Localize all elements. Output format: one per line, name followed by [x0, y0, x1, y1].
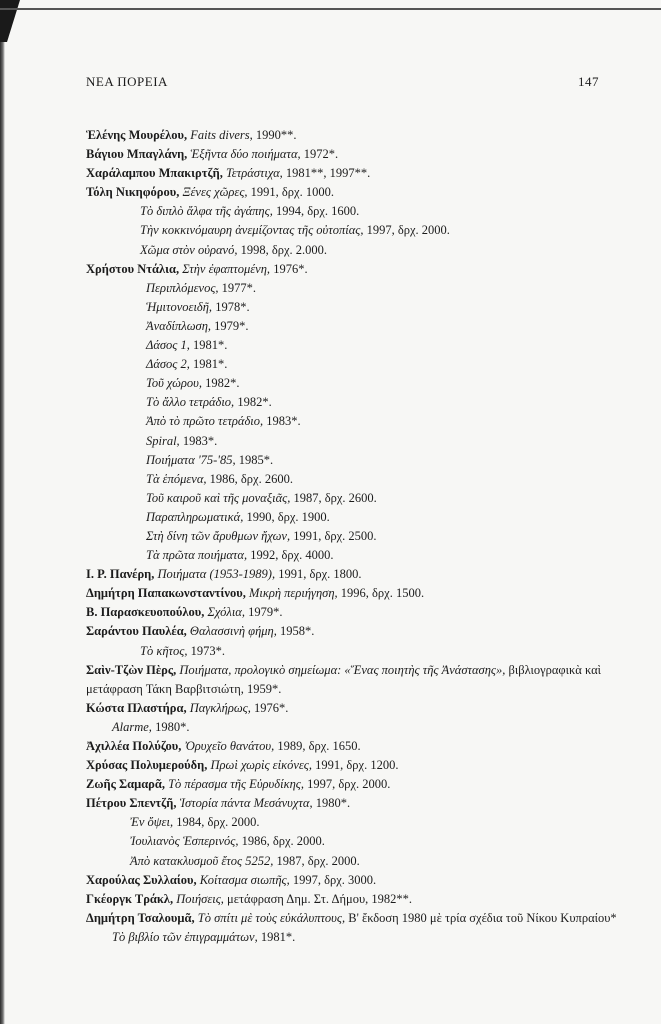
entry-details: 1991, δρχ. 1800. — [278, 567, 362, 582]
entry-title: Ἀπὸ κατακλυσμοῦ ἔτος 5252, — [130, 853, 274, 868]
entry-author: Χαρούλας Συλλαίου, — [86, 872, 197, 887]
list-item — [86, 718, 626, 737]
entry-details: μετάφραση Δημ. Στ. Δήμου, 1982**. — [227, 891, 413, 906]
entry-details: 1991, δρχ. 1000. — [250, 185, 334, 200]
entry-title: Μικρὴ περιήγηση, — [248, 586, 338, 601]
list-item — [86, 775, 626, 794]
entry-title: Ἰουλιανὸς Ἑσπερινός, — [130, 834, 239, 849]
list-item — [86, 317, 626, 336]
list-item — [86, 661, 626, 699]
list-item — [86, 508, 626, 527]
entry-details: 1991, δρχ. 1200. — [315, 758, 399, 773]
entry-author: Πέτρου Σπεντζῆ, — [86, 796, 177, 811]
list-item — [86, 489, 626, 508]
list-item — [86, 183, 626, 202]
list-item — [86, 603, 626, 622]
entry-details: 1977*. — [221, 280, 257, 295]
entry-details: 1979*. — [248, 605, 283, 620]
list-item — [86, 164, 626, 183]
entry-details: 1990, δρχ. 1900. — [246, 509, 330, 524]
list-item — [86, 145, 626, 164]
list-item — [86, 565, 626, 584]
entry-details: 1981*. — [193, 357, 228, 372]
entry-title: Τὸ ἄλλο τετράδιο, — [146, 395, 235, 410]
list-item — [86, 355, 626, 374]
entry-title: Ποιήματα (1953-1989), — [157, 567, 276, 582]
list-item — [86, 470, 626, 489]
entry-author: Βάγιου Μπαγλάνη, — [86, 147, 188, 162]
entry-author: Χαράλαμπου Μπακιρτζῆ, — [86, 166, 223, 181]
entry-title: Πρωὶ χωρὶς εἰκόνες, — [210, 758, 313, 773]
entry-title: Ποιήσεις, — [176, 891, 224, 906]
entry-author: Ἑλένης Μουρέλου, — [86, 128, 188, 142]
bibliography-list — [86, 126, 626, 947]
entry-author: Χρύσας Πολυμερούδη, — [86, 758, 208, 773]
running-title: ΝΕΑ ΠΟΡΕΙΑ — [86, 74, 168, 89]
entry-title: Δάσος 2, — [146, 357, 190, 372]
list-item — [86, 126, 626, 145]
scan-top-rule — [0, 8, 661, 10]
entry-details: 1998, δρχ. 2.000. — [240, 242, 328, 257]
entry-details: 1987, δρχ. 2600. — [293, 490, 377, 505]
list-item — [86, 909, 626, 928]
list-item — [86, 260, 626, 279]
entry-details: 1981**, 1997**. — [285, 166, 371, 181]
entry-details: 1982*. — [205, 376, 240, 391]
entry-details: 1989, δρχ. 1650. — [277, 739, 361, 753]
entry-details: 1986, δρχ. 2000. — [241, 834, 325, 849]
list-item — [86, 412, 626, 431]
entry-details: 1984, δρχ. 2000. — [176, 815, 260, 830]
list-item — [86, 279, 626, 298]
list-item — [86, 642, 626, 661]
entry-details: 1983*. — [182, 433, 218, 448]
entry-title: Στὴν ἐφαπτομένη, — [182, 261, 271, 276]
entry-title: Τετράστιχα, — [225, 166, 283, 181]
entry-title: Τὰ ἑπόμενα, — [146, 471, 207, 486]
list-item — [86, 928, 626, 947]
list-item — [86, 202, 626, 221]
entry-title: Ἀπὸ τὸ πρῶτο τετράδιο, — [146, 414, 264, 429]
entry-title: Τὸ σπίτι μὲ τοὺς εὐκάλυπτους, — [197, 910, 346, 925]
entry-title: Τὸ διπλὸ ἄλφα τῆς ἀγάπης, — [140, 204, 273, 219]
list-item — [86, 336, 626, 355]
entry-title: Ὀρυχεῖο θανάτου, — [184, 739, 275, 753]
entry-title: Ἑξῆντα δύο ποιήματα, — [190, 147, 301, 162]
list-item — [86, 546, 626, 565]
entry-title: Ἀναδίπλωση, — [146, 318, 212, 333]
entry-title: Τοῦ καιροῦ καὶ τῆς μοναξιᾶς, — [146, 490, 291, 505]
list-item — [86, 584, 626, 603]
entry-title: Παραπληρωματικά, — [146, 509, 244, 524]
running-head — [86, 74, 611, 94]
list-item — [86, 699, 626, 718]
entry-title: Τὰ πρῶτα ποιήματα, — [146, 548, 248, 563]
entry-title: Ἐν ὄψει, — [130, 815, 174, 830]
list-item — [86, 832, 626, 851]
entry-author: Ι. Ρ. Πανέρη, — [86, 567, 155, 582]
list-item — [86, 527, 626, 546]
list-item — [86, 451, 626, 470]
entry-details: 1981*. — [193, 338, 228, 353]
entry-title: Στὴ δίνη τῶν ἄρυθμων ἤχων, — [146, 528, 291, 543]
entry-details: βιβλιογραφικὰ καὶ μετάφραση Τάκη Βαρβιτσιώτη, 1959*. — [86, 662, 602, 696]
entry-author: Τόλη Νικηφόρου, — [86, 185, 180, 200]
entry-title: Τοῦ χώρου, — [146, 376, 202, 391]
entry-details: 1973*. — [190, 643, 225, 658]
list-item — [86, 241, 626, 260]
entry-details: 1992, δρχ. 4000. — [250, 548, 334, 563]
entry-details: 1982*. — [237, 395, 272, 410]
scan-corner-mark — [0, 0, 20, 42]
entry-details: 1996, δρχ. 1500. — [340, 586, 425, 601]
entry-title: Ποιήματα '75-'85, — [146, 452, 236, 467]
list-item — [86, 890, 626, 909]
entry-details: 1985*. — [238, 452, 274, 467]
entry-details: 1997, δρχ. 3000. — [292, 872, 377, 887]
list-item — [86, 622, 626, 641]
entry-details: 1997, δρχ. 2000. — [307, 777, 391, 792]
entry-details: 1981*. — [260, 929, 296, 944]
entry-title: Κοίτασμα σιωπῆς, — [199, 872, 290, 887]
entry-details: 1986, δρχ. 2600. — [209, 471, 293, 486]
entry-title: Ξένες χῶρες, — [182, 185, 248, 200]
entry-title: Τὴν κοκκινόμαυρη ἀνεμίζοντας τῆς οὐτοπίας, — [140, 223, 364, 238]
entry-details: 1980*. — [315, 796, 351, 811]
entry-author: Ζωῆς Σαμαρᾶ, — [86, 777, 165, 792]
entry-details: 1987, δρχ. 2000. — [276, 853, 360, 868]
entry-details: 1972*. — [303, 147, 339, 162]
entry-title: Θαλασσινὴ φήμη, — [189, 624, 277, 639]
entry-title: Ποιήματα, προλογικὸ σημείωμα: «Ἕνας ποιητὴς τῆς Ἀνάστασης», — [179, 662, 506, 677]
entry-author: Γκέοργκ Τράκλ, — [86, 891, 174, 906]
entry-author: Σαράντου Παυλέα, — [86, 624, 187, 639]
list-item — [86, 432, 626, 451]
list-item — [86, 852, 626, 871]
entry-details: 1978*. — [215, 299, 250, 314]
entry-author: Β. Παρασκευοπούλου, — [86, 605, 205, 620]
list-item — [86, 737, 626, 756]
entry-details: 1976*. — [253, 700, 289, 715]
list-item — [86, 298, 626, 317]
entry-title: Spiral, — [146, 433, 180, 448]
entry-author: Χρήστου Ντάλια, — [86, 261, 180, 276]
entry-author: Ἀχιλλέα Πολύζου, — [86, 739, 182, 753]
entry-title: Faits divers, — [190, 128, 253, 142]
entry-title: Ἱστορία πάντα Μεσάνυχτα, — [179, 796, 313, 811]
scan-left-edge — [0, 0, 5, 1024]
entry-details: 1980*. — [155, 719, 190, 734]
entry-title: Παγκλήρως, — [189, 700, 251, 715]
entry-details: 1979*. — [214, 318, 249, 333]
entry-author: Δημήτρη Παπακωνσταντίνου, — [86, 586, 246, 601]
entry-details: 1958*. — [280, 624, 315, 639]
entry-title: Alarme, — [112, 719, 152, 734]
entry-author: Σαὶν-Τζὼν Πὲρς, — [86, 662, 177, 677]
entry-title: Περιπλόμενος, — [146, 280, 219, 295]
entry-title: Τὸ κῆτος, — [140, 643, 188, 658]
entry-details: 1983*. — [266, 414, 301, 429]
list-item — [86, 794, 626, 813]
list-item — [86, 756, 626, 775]
entry-details: 1997, δρχ. 2000. — [366, 223, 450, 238]
list-item — [86, 813, 626, 832]
entry-details: 1990**. — [255, 128, 297, 142]
entry-details: 1991, δρχ. 2500. — [293, 528, 377, 543]
entry-title: Τὸ βιβλίο τῶν ἐπιγραμμάτων, — [112, 929, 258, 944]
entry-title: Σχόλια, — [207, 605, 245, 620]
entry-title: Δάσος 1, — [146, 338, 190, 353]
entry-author: Δημήτρη Τσαλουμᾶ, — [86, 910, 195, 925]
page-number: 147 — [578, 74, 599, 89]
list-item — [86, 393, 626, 412]
entry-title: Χῶμα στὸν οὐρανό, — [140, 242, 238, 257]
entry-title: Ἡμιτονοειδῆ, — [146, 299, 213, 314]
entry-title: Τὸ πέρασμα τῆς Εὐρυδίκης, — [168, 777, 304, 792]
list-item — [86, 221, 626, 240]
list-item — [86, 374, 626, 393]
entry-details: Β' ἔκδοση 1980 μὲ τρία σχέδια τοῦ Νίκου Κυπραίου* — [348, 910, 617, 925]
list-item — [86, 871, 626, 890]
entry-details: 1994, δρχ. 1600. — [275, 204, 360, 219]
entry-author: Κώστα Πλαστήρα, — [86, 700, 187, 715]
entry-details: 1976*. — [273, 261, 308, 276]
